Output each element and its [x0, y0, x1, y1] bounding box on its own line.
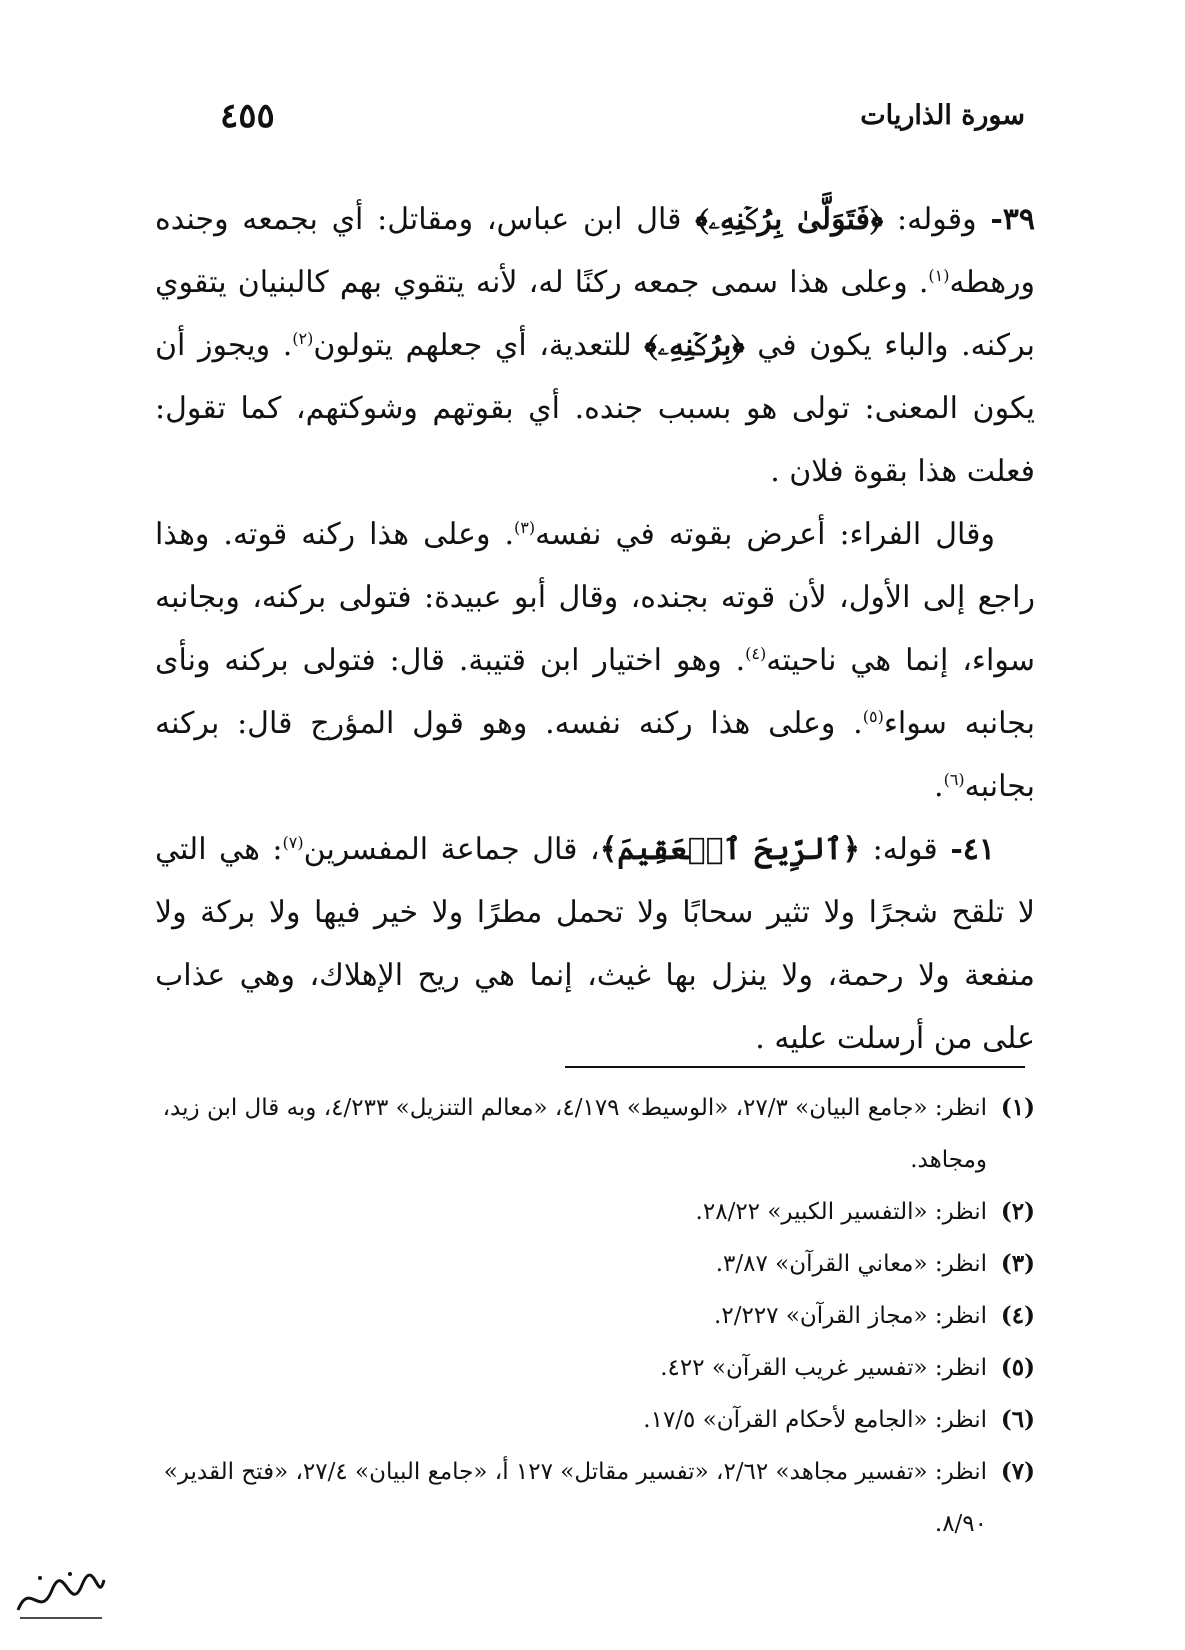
footnote-text: انظر: «تفسير غريب القرآن» ٤٢٢. — [660, 1355, 987, 1381]
paragraph-39 — [155, 188, 1035, 503]
text-run: . — [934, 769, 944, 804]
footnote-ref[interactable]: (٧) — [282, 833, 304, 852]
footnote-item — [155, 1394, 1035, 1446]
footnote-ref[interactable]: (٦) — [943, 770, 965, 789]
footnote-number: (٢) — [1000, 1198, 1035, 1225]
page-number: ٤٥٥ — [220, 96, 275, 136]
verse-number: ٤١- — [950, 832, 995, 867]
footnote-text: انظر: «جامع البيان» ٢٧/٣، «الوسيط» ٤/١٧٩، «معالم التنزيل» ٤/٢٣٣، وبه قال ابن زيد، ومجاهد. — [162, 1095, 987, 1173]
paragraph-41 — [155, 818, 1035, 1070]
footnote-number: (٧) — [1000, 1458, 1035, 1485]
footnote-text: انظر: «تفسير مجاهد» ٢/٦٢، «تفسير مقاتل» ١٢٧ أ، «جامع البيان» ٢٧/٤، «فتح القدير» ٨/٩٠. — [163, 1459, 987, 1537]
footnote-text: انظر: «الجامع لأحكام القرآن» ١٧/٥. — [643, 1407, 987, 1433]
text-run: . وعلى هذا ركنه نفسه. وهو قول المؤرج قال: بركنه بجانبه — [155, 706, 1035, 804]
quran-quote: ﴿ٱلرِّيحَ ٱلۡعَقِيمَ﴾ — [599, 832, 861, 867]
footnote-item — [155, 1186, 1035, 1238]
footnotes — [155, 1082, 1035, 1550]
quran-quote: ﴿بِرُكۡنِهِۦ﴾ — [644, 328, 745, 363]
text-run: . وعلى هذا ركنه قوته. وهذا راجع إلى الأول، لأن قوته بجنده، وقال أبو عبيدة: فتولى بركنه، وبجانبه سواء، إنما هي ناحيته — [155, 517, 1035, 678]
footnote-text: انظر: «مجاز القرآن» ٢/٢٢٧. — [714, 1303, 987, 1329]
text-run: وقال الفراء: أعرض بقوته في نفسه — [535, 517, 995, 552]
text-run: وقوله: — [883, 202, 991, 237]
verse-number: ٣٩- — [990, 202, 1036, 237]
page-header — [140, 96, 1025, 150]
text-run: : هي التي لا تلقح شجرًا ولا تثير سحابًا ولا تحمل مطرًا ولا خير فيها ولا بركة ولا منفعة ولا رحمة، ولا ينزل بها غيث، إنما هي ريح الإهلاك، وهي عذاب على من أرسلت عليه . — [155, 832, 1035, 1056]
text-run: قوله: — [860, 832, 951, 867]
footnote-item — [155, 1238, 1035, 1290]
main-text — [155, 188, 1035, 1070]
footnote-ref[interactable]: (١) — [928, 266, 950, 285]
footnote-item — [155, 1446, 1035, 1550]
text-run: . وعلى هذا سمى جمعه ركنًا له، لأنه يتقوي بهم كالبنيان يتقوي بركنه. والباء يكون في — [155, 265, 1035, 363]
footnote-ref[interactable]: (٣) — [514, 518, 536, 537]
chapter-title: سورة الذاريات — [860, 100, 1025, 131]
footnote-ref[interactable]: (٥) — [862, 707, 884, 726]
footnote-number: (٦) — [1000, 1406, 1035, 1433]
footnote-number: (١) — [1000, 1094, 1035, 1121]
quran-quote: ﴿فَتَوَلَّىٰ بِرُكۡنِهِۦ﴾ — [695, 202, 884, 237]
text-run: ، قال جماعة المفسرين — [303, 832, 600, 867]
text-run: قال ابن عباس، ومقاتل: أي بجمعه وجنده ورهطه — [155, 202, 1035, 300]
paragraph-farra — [155, 503, 1035, 818]
footnote-number: (٤) — [1000, 1302, 1035, 1329]
footnote-item — [155, 1082, 1035, 1186]
footnote-divider — [565, 1066, 1025, 1068]
text-run: للتعدية، أي جعلهم يتولون — [313, 328, 645, 363]
footnote-number: (٥) — [1000, 1354, 1035, 1381]
footnote-ref[interactable]: (٢) — [292, 329, 314, 348]
footnote-number: (٣) — [1000, 1250, 1035, 1277]
footnote-ref[interactable]: (٤) — [745, 644, 767, 663]
publisher-logo — [10, 1560, 110, 1630]
footnote-text: انظر: «معاني القرآن» ٣/٨٧. — [715, 1251, 987, 1277]
text-run: . ويجوز أن يكون المعنى: تولى هو بسبب جنده. أي بقوتهم وشوكتهم، كما تقول: فعلت هذا بقوة فلان . — [155, 328, 1035, 489]
footnote-item — [155, 1342, 1035, 1394]
footnote-item — [155, 1290, 1035, 1342]
footnote-text: انظر: «التفسير الكبير» ٢٨/٢٢. — [695, 1199, 987, 1225]
text-run: . وهو اختيار ابن قتيبة. قال: فتولى بركنه ونأى بجانبه سواء — [155, 643, 1035, 741]
